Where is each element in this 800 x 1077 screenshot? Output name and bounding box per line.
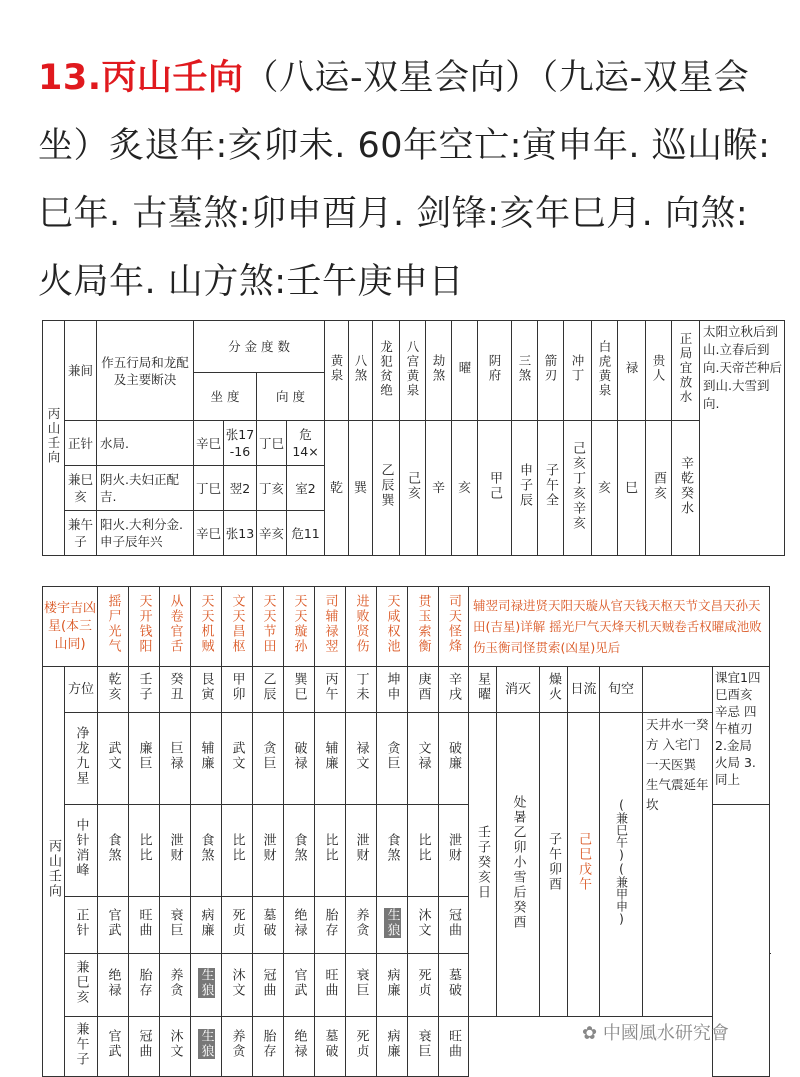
cell: 禄文	[353, 741, 369, 771]
zaohuo-value: 子午卯酉	[546, 832, 561, 892]
cell: 官武	[105, 907, 121, 938]
cell: 死贞	[415, 967, 431, 998]
fenjin-table	[42, 320, 785, 556]
header-fenjin: 分 金 度 数	[194, 321, 325, 373]
header-zuo: 作五行局和龙配及主要断决	[97, 321, 194, 421]
dir-cell: 庚酉	[415, 672, 431, 702]
cell: 文禄	[415, 741, 431, 771]
val-sansha: 申子辰	[517, 463, 533, 508]
mountain-label: 丙山壬向	[46, 407, 61, 465]
watermark-text: 中國風水研究會	[602, 1023, 729, 1044]
cell: 比比	[415, 833, 431, 863]
cell: 泄财	[353, 833, 369, 863]
cell: 冠曲	[136, 1029, 152, 1059]
row-gz1: 辛巳	[194, 511, 224, 556]
row-label: 中针消峰	[73, 818, 89, 878]
cell: 养贪	[229, 1029, 245, 1059]
row-zuo: 阴火.夫妇正配吉.	[97, 466, 194, 511]
dir-cell: 坤申	[384, 672, 400, 702]
cell: 食煞	[291, 833, 307, 863]
row-du2: 室2	[287, 466, 325, 511]
star-pair: 从卷官舌	[167, 594, 183, 654]
riliu-value: 己巳戊午	[576, 832, 591, 892]
cell: 辅廉	[322, 741, 338, 771]
cell: 辅廉	[198, 741, 214, 771]
table1-note: 太阳立秋后到山.立春后到向.天帝芒种后到山.大雪到向.	[700, 321, 785, 556]
cell: 死贞	[353, 1029, 369, 1059]
row-label: 净龙九星	[73, 726, 89, 786]
row-jian: 正针	[65, 421, 97, 466]
header-zaohuo: 燥火	[546, 672, 561, 702]
star-pair: 天天璇孙	[291, 594, 307, 654]
xunkong-value: (兼巳午)(兼甲申)	[614, 798, 629, 926]
cell: 绝禄	[105, 967, 121, 998]
star-pair: 贯玉索衡	[415, 594, 431, 654]
val-longfan: 乙辰巽	[378, 463, 394, 508]
dir-cell: 丙午	[322, 672, 338, 702]
row-du2: 危11	[287, 511, 325, 556]
row-label: 兼巳亥	[73, 960, 89, 1005]
cell: 武文	[105, 741, 121, 771]
star-pair: 司辅禄翌	[322, 594, 338, 654]
col-header: 贵人	[651, 354, 667, 383]
page-heading	[38, 44, 778, 316]
row-gz1: 丁巳	[194, 466, 224, 511]
header-zuo-du: 坐 度	[194, 373, 257, 421]
cell: 武文	[229, 741, 245, 771]
cell: 病廉	[198, 907, 214, 938]
star-pair: 天天机贼	[198, 594, 214, 654]
col-header: 八宫黄泉	[405, 339, 421, 398]
row-label: 兼午子	[73, 1021, 89, 1067]
cell: 旺曲	[446, 1029, 461, 1059]
col-header: 禄	[624, 361, 640, 376]
val-jianren: 子午全	[543, 463, 559, 508]
cell: 破廉	[446, 741, 461, 771]
cell: 破禄	[291, 741, 307, 771]
star-note: 辅翌司禄进贤天阳天璇从官天钱天枢天节文昌天孙天田(吉星)详解 摇光尸气天烽天机天贼卷舌权曜咸池败伤玉衡司怪贯索(凶星)见后	[469, 587, 770, 667]
val-baihu: 亥	[592, 421, 618, 556]
val-huangquan: 乾	[325, 421, 349, 556]
col-header: 八煞	[353, 354, 369, 383]
cell: 衰巨	[167, 907, 183, 938]
row-zuo: 水局.	[97, 421, 194, 466]
row-du1: 张13	[224, 511, 257, 556]
dir-cell: 艮寅	[198, 672, 214, 702]
star-pair: 文天昌枢	[229, 594, 245, 654]
cell: 绝禄	[291, 1029, 307, 1059]
cell-highlight: 生狼	[198, 1029, 214, 1059]
cell: 养贪	[167, 967, 183, 998]
fangwei-label: 方位	[65, 667, 98, 713]
val-lu: 巳	[618, 421, 646, 556]
star-pair: 天天节田	[260, 594, 276, 654]
val-chongding: 己亥丁亥辛亥	[570, 440, 586, 531]
cell: 沐文	[415, 907, 431, 938]
row-du1: 张17 -16	[224, 421, 257, 466]
col-header: 劫煞	[431, 354, 447, 383]
row-jian: 兼午子	[65, 511, 97, 556]
cell: 贪巨	[384, 741, 400, 771]
val-bagong: 己亥	[405, 470, 421, 501]
row-du1: 翌2	[224, 466, 257, 511]
header-xiaomie: 消灭	[497, 667, 540, 713]
cell-highlight: 生狼	[198, 967, 214, 998]
cell: 旺曲	[322, 967, 338, 998]
cell: 沐文	[229, 967, 245, 998]
cell-highlight: 生狼	[384, 907, 400, 938]
star-pair: 摇尸光气	[105, 594, 121, 654]
cell: 廉巨	[136, 741, 152, 771]
cell: 贪巨	[260, 741, 276, 771]
header-riliu: 日流	[568, 667, 600, 713]
col-header: 三煞	[517, 354, 533, 383]
col-header: 箭刃	[543, 354, 559, 383]
cell: 泄财	[446, 833, 461, 863]
star-pair: 司天怪烽	[446, 594, 461, 654]
cell: 巨禄	[167, 741, 183, 771]
cell: 泄财	[167, 833, 183, 863]
cell: 沐文	[167, 1029, 183, 1059]
cell: 墓破	[322, 1029, 338, 1059]
dir-cell: 壬子	[136, 672, 152, 702]
val-guiren: 酉亥	[651, 470, 667, 501]
val-basha: 巽	[349, 421, 373, 556]
heading-number: 13.丙山壬向	[38, 58, 244, 98]
heading-text: （八运-双星会向）（九运-双星会坐）炙退年:亥卯未. 60年空亡:寅申年. 巡山睺:巳年. 古墓煞:卯申酉月. 剑锋:亥年巳月. 向煞:火局年. 山方煞:壬午庚申日	[38, 58, 771, 302]
star-pair: 进败贤伤	[353, 594, 369, 654]
cell: 比比	[136, 833, 152, 863]
val-yao: 亥	[452, 421, 478, 556]
cell: 胎存	[260, 1029, 276, 1059]
xingyao-value: 壬子癸亥日	[475, 824, 490, 900]
col-header: 黄泉	[329, 354, 345, 383]
cell: 官武	[291, 967, 307, 998]
cell: 墓破	[446, 967, 461, 998]
star-table	[42, 586, 770, 1077]
dir-cell: 甲卯	[229, 672, 245, 702]
cell: 旺曲	[136, 907, 152, 938]
val-yinfu: 甲己	[487, 470, 503, 501]
col-header: 正局宜放水	[678, 332, 694, 405]
col-header: 龙犯贫绝	[378, 339, 394, 398]
cell: 比比	[229, 833, 245, 863]
star-pair: 天咸权池	[384, 594, 400, 654]
col-header: 冲丁	[570, 354, 586, 383]
corner-label: 楼宇吉凶星(本三山同)	[43, 587, 98, 667]
cell: 死贞	[229, 907, 245, 938]
star-pair: 天开钱阳	[136, 594, 152, 654]
row-jian: 兼巳亥	[65, 466, 97, 511]
col-header: 曜	[457, 361, 473, 376]
keyi-note: 课宜1四巳酉亥 辛忌 四午植刃 2.金局 火局 3.同上	[713, 667, 770, 805]
cell: 衰巨	[353, 967, 369, 998]
cell: 官武	[105, 1029, 121, 1059]
row-label: 正针	[73, 907, 89, 938]
row-gz2: 辛亥	[257, 511, 287, 556]
cell: 病廉	[384, 967, 400, 998]
cell: 病廉	[384, 1029, 400, 1059]
cell: 冠曲	[446, 907, 461, 938]
header-xiang-du: 向 度	[257, 373, 325, 421]
header-xingyao: 星曜	[475, 672, 490, 702]
row-zuo: 阳火.大利分金.申子辰年兴	[97, 511, 194, 556]
cell: 冠曲	[260, 967, 276, 998]
cell: 比比	[322, 833, 338, 863]
ext-col: 天井水一癸方 入宅门一天医巽 生气震延年坎	[643, 713, 713, 1017]
wechat-icon: ✿	[582, 1023, 598, 1044]
dir-cell: 癸丑	[167, 672, 183, 702]
mountain-label-2: 丙山壬向	[46, 839, 61, 899]
dir-cell: 丁未	[353, 672, 369, 702]
row-gz1: 辛巳	[194, 421, 224, 466]
watermark	[582, 1019, 729, 1045]
cell: 绝禄	[291, 907, 307, 938]
cell: 食煞	[198, 833, 214, 863]
row-gz2: 丁巳	[257, 421, 287, 466]
dir-cell: 巽巳	[291, 672, 307, 702]
cell: 胎存	[136, 967, 152, 998]
header-xunkong: 旬空	[600, 667, 643, 713]
row-gz2: 丁亥	[257, 466, 287, 511]
dir-cell: 乙辰	[260, 672, 276, 702]
cell: 食煞	[384, 833, 400, 863]
val-jiesha: 辛	[426, 421, 452, 556]
cell: 泄财	[260, 833, 276, 863]
col-header: 阴府	[487, 354, 503, 383]
cell: 食煞	[105, 833, 121, 863]
row-du2: 危14×	[287, 421, 325, 466]
dir-cell: 辛戌	[446, 672, 461, 702]
cell: 墓破	[260, 907, 276, 938]
dir-cell: 乾亥	[105, 672, 121, 702]
header-jian: 兼间	[65, 321, 97, 421]
col-header: 白虎黄泉	[597, 339, 613, 398]
cell: 养贪	[353, 907, 369, 938]
cell: 衰巨	[415, 1029, 431, 1059]
cell: 胎存	[322, 907, 338, 938]
val-fangshui: 辛乾癸水	[678, 455, 694, 516]
xiaomie-value: 处暑乙卯小雪后癸酉	[510, 794, 526, 930]
